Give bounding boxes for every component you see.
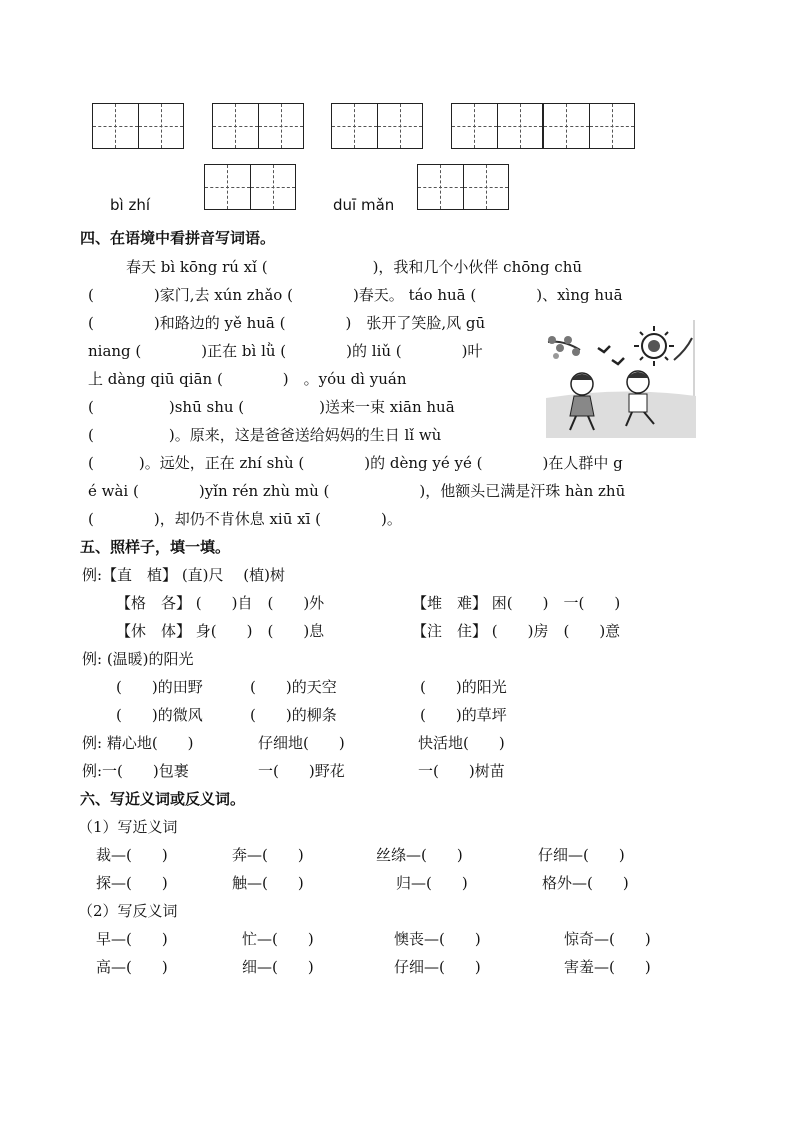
adj-blank-6: ( )的草坪 xyxy=(420,706,507,724)
writing-grid-4[interactable] xyxy=(451,103,543,149)
adj-blank-4: ( )的微风 xyxy=(116,706,203,724)
measure-example-2: 一( )野花 xyxy=(258,762,345,780)
synonym-8: 格外—( ) xyxy=(542,874,629,892)
antonym-3: 懊丧—( ) xyxy=(394,930,481,948)
measure-example-1: 例:一( )包裹 xyxy=(82,762,189,780)
section4-line-3: ( )和路边的 yě huā ( ) 张开了笑脸,风 gū xyxy=(88,314,486,332)
section4-title: 四、在语境中看拼音写词语。 xyxy=(80,229,276,247)
writing-grid-7[interactable] xyxy=(417,164,509,210)
section4-line-9: é wài ( )yǐn rén zhù mù ( )，他额头已满是汗珠 hàn zhū xyxy=(88,482,626,500)
section5-example-1: 例:【直 植】 (直)尺 (植)树 xyxy=(82,566,285,584)
synonym-1: 裁—( ) xyxy=(96,846,168,864)
adj-blank-3: ( )的阳光 xyxy=(420,678,507,696)
writing-grid-3[interactable] xyxy=(331,103,423,149)
section6-title: 六、写近义词或反义词。 xyxy=(80,790,246,808)
section5-title: 五、照样子，填一填。 xyxy=(80,538,231,556)
synonym-2: 奔—( ) xyxy=(232,846,304,864)
section4-line-2: ( )家门,去 xún zhǎo ( )春天。 táo huā ( )、xìng huā xyxy=(88,286,623,304)
antonym-4: 惊奇—( ) xyxy=(564,930,651,948)
adj-blank-2: ( )的天空 xyxy=(250,678,337,696)
writing-grid-2[interactable] xyxy=(212,103,304,149)
synonym-5: 探—( ) xyxy=(96,874,168,892)
antonym-2: 忙—( ) xyxy=(242,930,314,948)
section4-line-5: 上 dàng qiū qiān ( ) 。yóu dì yuán xyxy=(88,370,407,388)
adj-blank-1: ( )的田野 xyxy=(116,678,203,696)
section4-line-10: ( )，却仍不肯休息 xiū xī ( )。 xyxy=(88,510,402,528)
section4-line-7: ( )。原来，这是爸爸送给妈妈的生日 lǐ wù xyxy=(88,426,442,444)
pair-zhu-zhu: 【注 住】 ( )房 ( )意 xyxy=(412,622,621,640)
synonym-7: 归—( ) xyxy=(396,874,468,892)
synonym-6: 触—( ) xyxy=(232,874,304,892)
adverb-example-3: 快活地( ) xyxy=(418,734,505,752)
antonym-5: 高—( ) xyxy=(96,958,168,976)
synonym-subtitle: （1）写近义词 xyxy=(78,818,178,836)
pair-dui-nan: 【堆 难】 困( ) 一( ) xyxy=(412,594,621,612)
writing-grid-1[interactable] xyxy=(92,103,184,149)
pinyin-label-bi-zhi: bì zhí xyxy=(110,196,151,214)
section4-line-8: ( )。远处，正在 zhí shù ( )的 dèng yé yé ( )在人群中 g xyxy=(88,454,623,472)
antonym-1: 早—( ) xyxy=(96,930,168,948)
children-spring-illustration xyxy=(546,320,696,438)
section4-line-4: niang ( )正在 bì lǜ ( )的 liǔ ( )叶 xyxy=(88,342,483,360)
antonym-7: 仔细—( ) xyxy=(394,958,481,976)
section4-line-6: ( )shū shu ( )送来一束 xiān huā xyxy=(88,398,455,416)
synonym-3: 丝绦—( ) xyxy=(376,846,463,864)
pinyin-label-dui-man: duī mǎn xyxy=(333,196,395,214)
antonym-6: 细—( ) xyxy=(242,958,314,976)
section4-line-1: 春天 bì kōng rú xǐ ( )，我和几个小伙伴 chōng chū xyxy=(96,258,583,276)
section5-example-2: 例: (温暖)的阳光 xyxy=(82,650,194,668)
pair-ge-ge: 【格 各】 ( )自 ( )外 xyxy=(116,594,325,612)
adverb-example-1: 例: 精心地( ) xyxy=(82,734,194,752)
adverb-example-2: 仔细地( ) xyxy=(258,734,345,752)
antonym-8: 害羞—( ) xyxy=(564,958,651,976)
synonym-4: 仔细—( ) xyxy=(538,846,625,864)
antonym-subtitle: （2）写反义词 xyxy=(78,902,178,920)
writing-grid-6[interactable] xyxy=(204,164,296,210)
writing-grid-5[interactable] xyxy=(543,103,635,149)
pair-xiu-ti: 【休 体】 身( ) ( )息 xyxy=(116,622,325,640)
measure-example-3: 一( )树苗 xyxy=(418,762,505,780)
adj-blank-5: ( )的柳条 xyxy=(250,706,337,724)
